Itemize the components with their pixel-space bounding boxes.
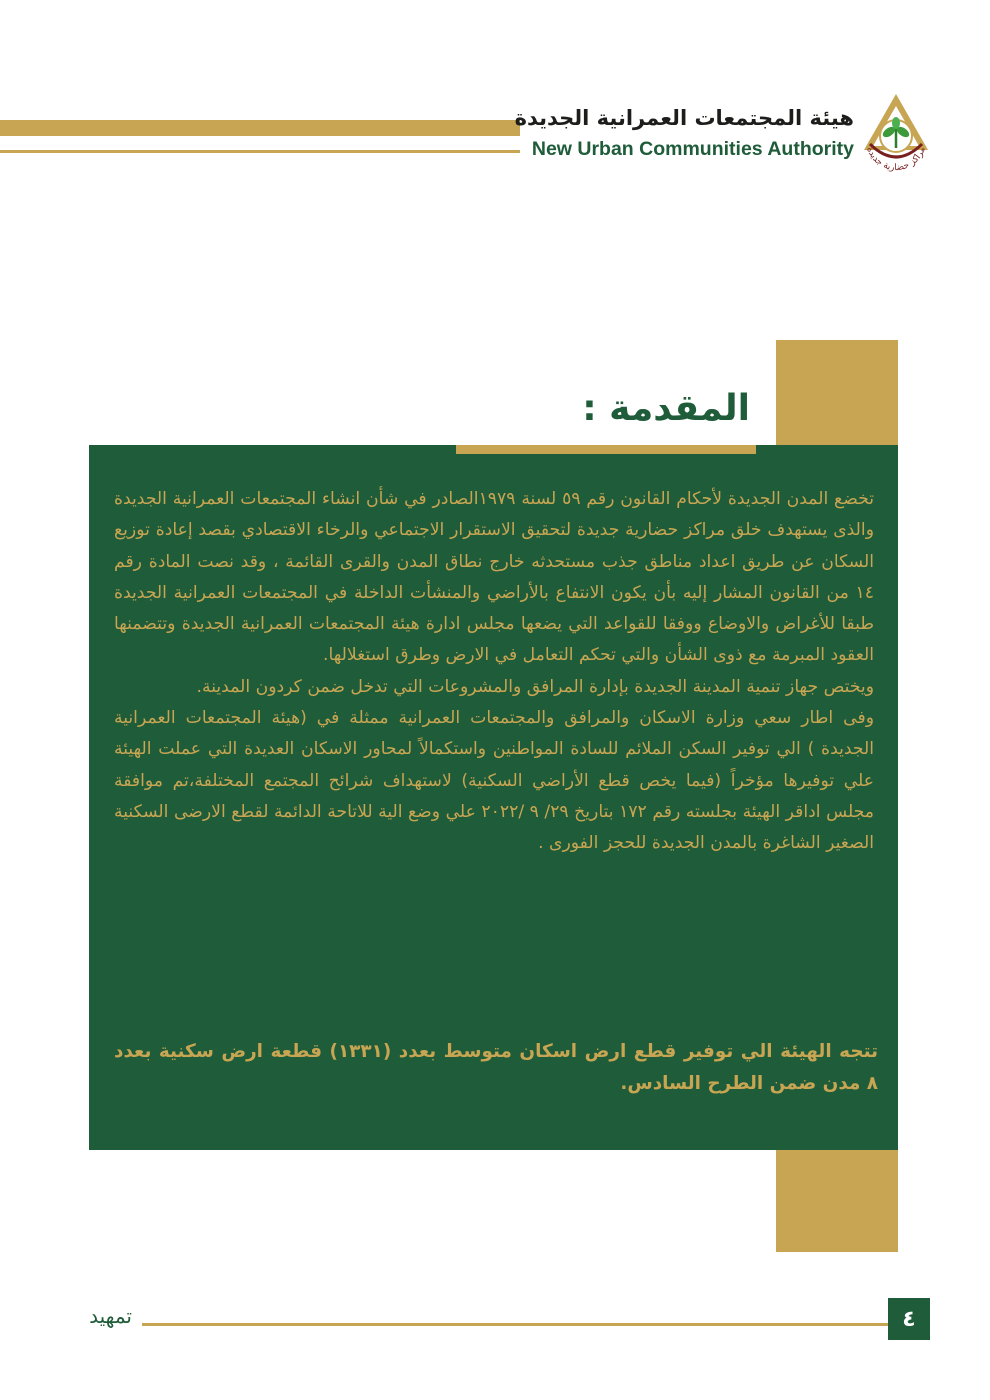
org-name-arabic: هيئة المجتمعات العمرانية الجديدة: [514, 106, 854, 130]
section-heading: [456, 388, 756, 454]
intro-paragraph: تخضع المدن الجديدة لأحكام القانون رقم ٥٩ لسنة ١٩٧٩الصادر في شأن انشاء المجتمعات العمرانية الجديدة والذى يستهدف خلق مراكز حضارية جديدة لتحقيق الاستقرار الاجتماعي والرخاء الاقتصادي بقصد إعادة توزيع السكان عن طريق اعداد مناطق جذب مستحدثه خارج نطاق المدن والقرى القائمة ، وقد نصت المادة رقم ١٤ من القانون المشار إليه بأن يكون الانتفاع بالأراضي والمنشأت الداخلة في المجتمعات العمرانية الجديدة طبقا للأغراض والاوضاع ووفقا للقواعد التي يضعها مجلس ادارة هيئة المجتمعات العمرانية الجديدة وتتضمنها العقود المبرمة مع ذوى الشأن والتي تحكم التعامل في الارض وطرق استغلالها.: [114, 489, 874, 666]
section-title: المقدمة :: [582, 388, 750, 429]
intro-body: [114, 484, 874, 860]
intro-paragraph: ويختص جهاز تنمية المدينة الجديدة بإدارة المرافق والمشروعات التي تدخل ضمن كردون المدينة.: [196, 676, 874, 697]
footer-section-label: تمهيد: [89, 1304, 132, 1328]
logo-text: مراكز حضارية جديدة: [864, 145, 928, 172]
highlight-statement: تتجه الهيئة الي توفير قطع ارض اسكان متوسط بعدد (١٣٣١) قطعة ارض سكنية بعدد ٨ مدن ضمن الطرح السادس.: [114, 1041, 878, 1094]
footer-gold-rule: [142, 1323, 888, 1326]
page-number: ٤: [888, 1298, 930, 1340]
title-underline: [456, 445, 756, 454]
header-gold-rule: [0, 150, 520, 153]
header-gold-bar: [0, 120, 520, 136]
org-name-english: New Urban Communities Authority: [531, 138, 854, 160]
intro-paragraph: وفى اطار سعي وزارة الاسكان والمرافق والمجتمعات العمرانية ممثلة في (هيئة المجتمعات العمرانية الجديدة ) الي توفير السكن الملائم للسادة المواطنين واستكمالاً لمحاور الاسكان العديدة التي عملت الهيئة علي توفيرها مؤخراً (فيما يخص قطع الأراضي السكنية) لاستهداف شرائح المجتمع المختلفة،تم موافقة مجلس اداقر الهيئة بجلسته رقم ١٧٢ بتاريخ ٢٩/ ٩ /٢٠٢٢ علي وضع الية للاتاحة الدائمة لقطع الارضى السكنية الصغير الشاغرة بالمدن الجديدة للحجز الفورى .: [114, 708, 874, 854]
nuca-logo-icon: [858, 92, 934, 172]
